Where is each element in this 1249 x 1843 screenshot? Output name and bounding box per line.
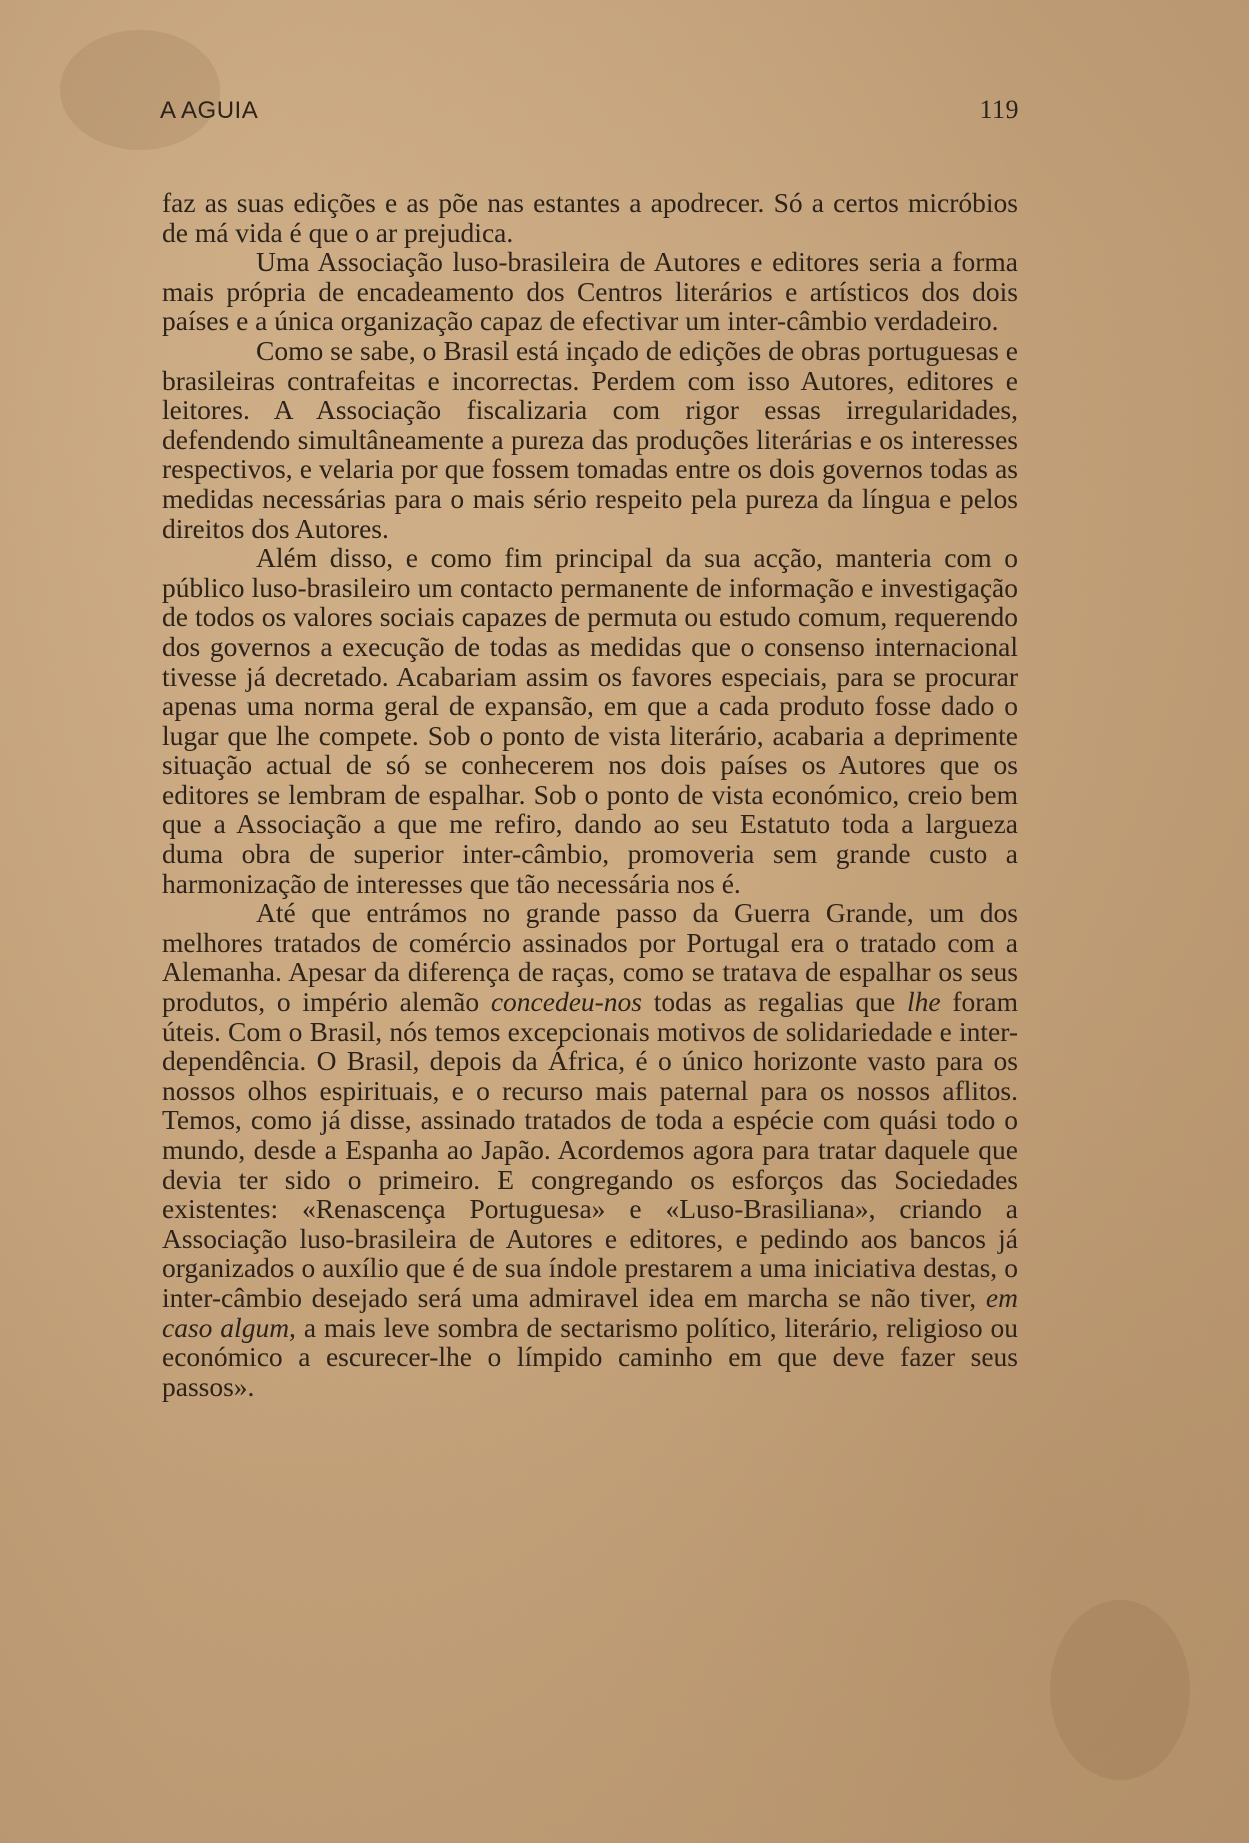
paragraph — [162, 898, 1018, 1401]
paragraph-text: Além disso, e como fim principal da sua acção, manteria com o público luso-brasileiro um contacto permanente de informação e investigação de todos os valores sociais capazes de permuta ou estudo comum, requerendo dos governos a execução de todas as medidas que o consenso internacional tivesse já decretado. Acabariam assim os favores especiais, para se procurar apenas uma norma geral de expansão, em que a cada produto fosse dado o lugar que lhe compete. Sob o ponto de vista literário, acabaria a deprimente situação actual de só se conhecerem nos dois países os Autores que os editores se lembram de espalhar. Sob o ponto de vista económico, creio bem que a Associação a que me refiro, dando ao seu Estatuto toda a largueza duma obra de superior inter-câmbio, promoveria sem grande custo a harmonização de interesses que tão necessária nos é. — [162, 542, 1018, 899]
body-text — [162, 188, 1018, 1401]
paragraph — [162, 543, 1018, 898]
paper-stain — [1050, 1600, 1190, 1780]
paper-stain — [60, 30, 220, 150]
italic-text: concedeu-nos — [490, 986, 643, 1018]
italic-text: em caso algum, — [162, 1281, 1018, 1343]
paragraph — [162, 336, 1018, 543]
paragraph-text: faz as suas edições e as põe nas estantes a apodrecer. Só a certos micróbios de má vida é que o ar prejudica. — [162, 187, 1018, 248]
paragraph-text: Uma Associação luso-brasileira de Autores e editores seria a forma mais própria de encadeamento dos Centros literários e artísticos dos dois países e a única organização capaz de efectivar um inter-câmbio verdadeiro. — [162, 246, 1018, 337]
paragraph-text: todas as regalias que — [642, 986, 907, 1018]
paragraph-text: Até que entrámos no grande passo da Guerra Grande, um dos melhores tratados de comércio assinados por Portugal era o tratado com a Alemanha. Apesar da diferença de raças, como se tratava de espalhar os seus produtos, o império alemão — [162, 897, 1018, 1018]
paragraph — [162, 188, 1018, 247]
page-number: 119 — [979, 95, 1019, 124]
italic-text: lhe — [906, 986, 941, 1018]
paragraph-text: a mais leve sombra de sectarismo político, literário, religioso ou económico a escurecer-lhe o límpido caminho em que deve fazer seus passos». — [162, 1311, 1018, 1402]
running-title: A AGUIA — [160, 97, 259, 124]
paragraph-text: Como se sabe, o Brasil está inçado de edições de obras portuguesas e brasileiras contrafeitas e incorrectas. Perdem com isso Autores, editores e leitores. A Associação fiscalizaria com rigor essas irregularidades, defendendo simultâneamente a pureza das produções literárias e os interesses respectivos, e velaria por que fossem tomadas entre os dois governos todas as medidas necessárias para o mais sério respeito pela pureza da língua e pelos direitos dos Autores. — [162, 334, 1018, 544]
paragraph-text: foram úteis. Com o Brasil, nós temos excepcionais motivos de solidariedade e inter-dependência. O Brasil, depois da África, é o único horizonte vasto para os nossos olhos espirituais, e o recurso mais paternal para os nossos aflitos. Temos, como já disse, assinado tratados de toda a espécie com quási todo o mundo, desde a Espanha ao Japão. Acordemos agora para tratar daquele que devia ter sido o primeiro. E congregando os esforços das Sociedades existentes: «Renascença Portuguesa» e «Luso-Brasiliana», criando a Associação luso-brasileira de Autores e editores, e pedindo aos bancos já organizados o auxílio que é de sua índole prestarem a uma iniciativa destas, o inter-câmbio desejado será uma admiravel idea em marcha se não tiver, — [162, 986, 1018, 1313]
page-header — [160, 95, 1019, 125]
paragraph — [162, 247, 1018, 336]
